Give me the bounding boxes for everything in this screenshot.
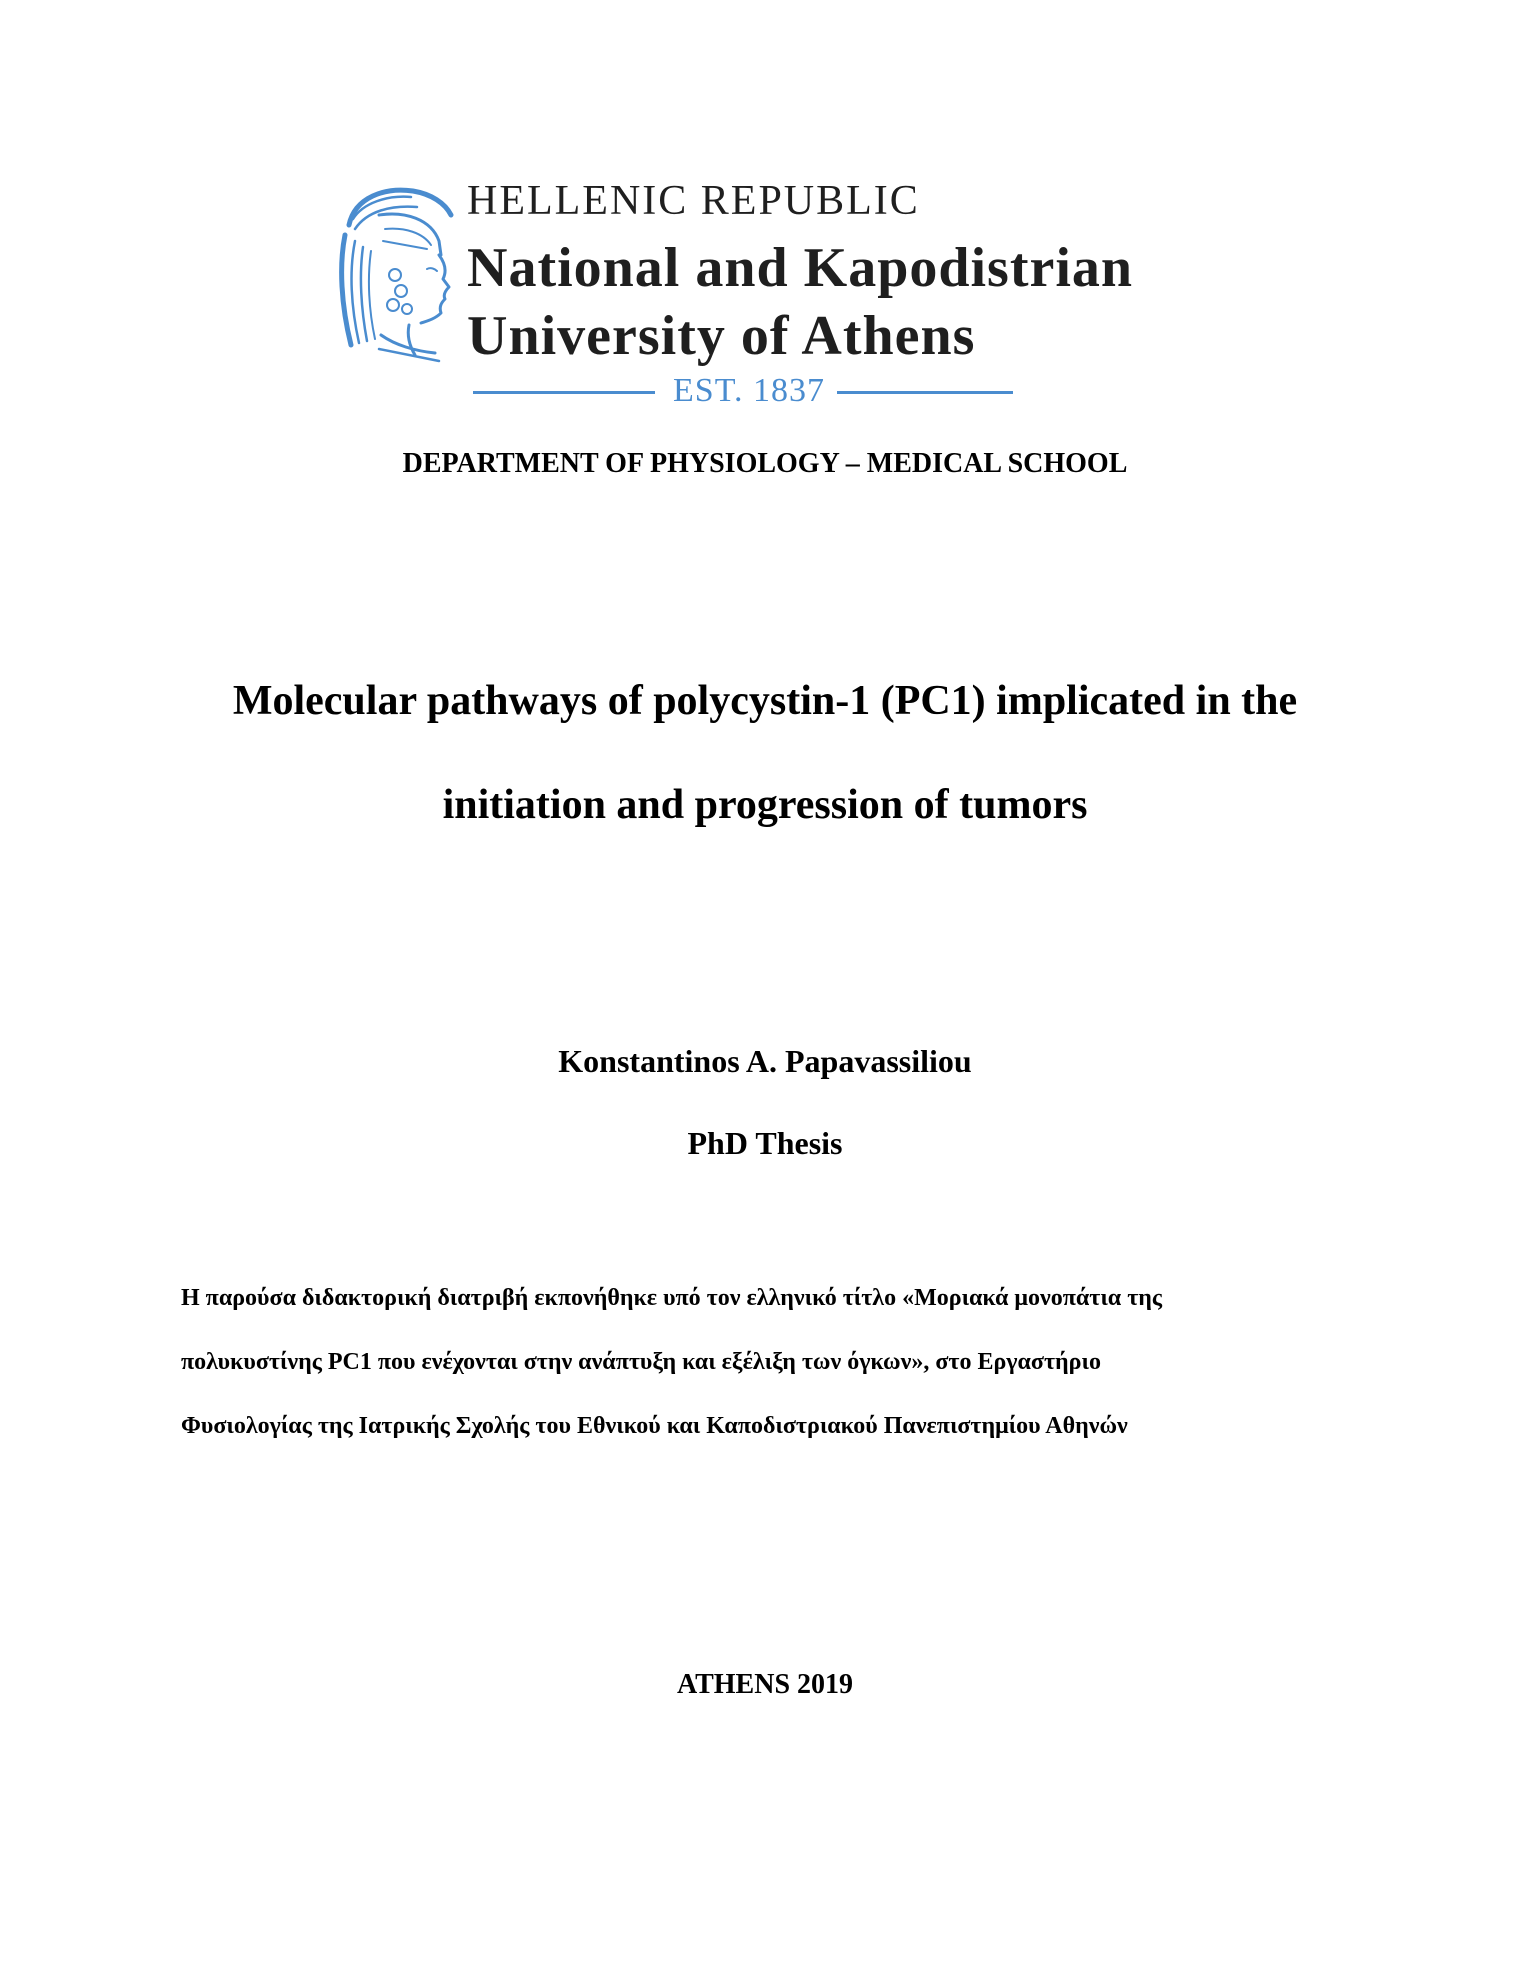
author-name: Konstantinos A. Papavassiliou [558,1043,972,1079]
logo-university-line-1: National and Kapodistrian [467,237,1134,299]
greek-note-line-1: Η παρούσα διδακτορική διατριβή εκπονήθηκε υπό τον ελληνικό τίτλο «Μοριακά μονοπάτια της [181,1285,1163,1311]
greek-note-line-3: Φυσιολογίας της Ιατρικής Σχολής του Εθνικού και Καποδιστριακού Πανεπιστημίου Αθηνών [181,1413,1128,1439]
place-and-year: ATHENS 2019 [676,1669,854,1700]
degree-label: PhD Thesis [687,1125,843,1161]
logo-republic-text: HELLENIC REPUBLIC [467,178,920,224]
thesis-title-line-2: initiation and progression of tumors [442,782,1088,828]
thesis-title-line-1: Molecular pathways of polycystin-1 (PC1) implicated in the [232,678,1298,724]
logo-rule-right [837,391,1013,394]
athena-head-icon [335,185,455,365]
university-logo [335,180,1215,410]
greek-note-line-2: πολυκυστίνης PC1 που ενέχονται στην ανάπτυξη και εξέλιξη των όγκων», στο Εργαστήριο [181,1349,1101,1375]
logo-established-row [473,374,1013,410]
logo-rule-left [473,391,655,394]
logo-established-text: EST. 1837 [673,372,825,409]
logo-university-line-2: University of Athens [467,305,976,367]
department-heading: DEPARTMENT OF PHYSIOLOGY – MEDICAL SCHOOL [402,448,1128,479]
